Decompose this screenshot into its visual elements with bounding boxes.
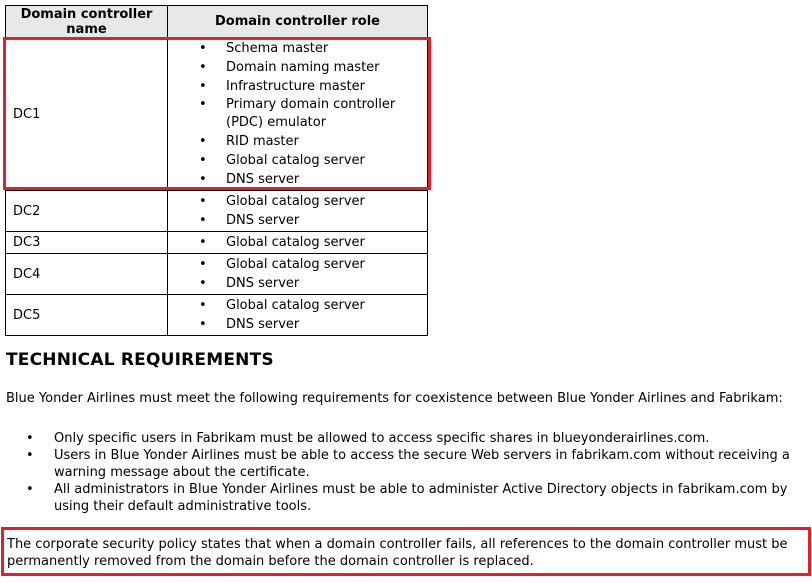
table-row — [6, 191, 428, 232]
dc-name-cell: DC1 — [6, 38, 168, 191]
table-row — [6, 254, 428, 295]
dc-roles-cell — [168, 232, 428, 254]
role-item: • DNS server — [199, 211, 426, 230]
dc-name-cell: DC2 — [6, 191, 168, 232]
role-item: • Infrastructure master — [199, 77, 426, 96]
role-list — [169, 296, 426, 334]
role-item: • Global catalog server — [199, 255, 426, 274]
dc-roles-cell — [168, 38, 428, 191]
dc-roles-cell — [168, 254, 428, 295]
intro-paragraph: Blue Yonder Airlines must meet the following requirements for coexistence between Blue Yonder Airlines and Fabrikam: — [6, 391, 783, 406]
role-item: • DNS server — [199, 315, 426, 334]
role-item: • Schema master — [199, 39, 426, 58]
role-item: • Global catalog server — [199, 233, 426, 252]
domain-controller-table — [5, 5, 428, 336]
dc-name-cell: DC3 — [6, 232, 168, 254]
role-item: • Global catalog server — [199, 192, 426, 211]
role-item: • DNS server — [199, 274, 426, 293]
dc-roles-cell — [168, 295, 428, 336]
dc-name-cell: DC5 — [6, 295, 168, 336]
column-header-role: Domain controller role — [168, 6, 428, 38]
dc-name-cell: DC4 — [6, 254, 168, 295]
dc-roles-cell — [168, 191, 428, 232]
role-item: • Global catalog server — [199, 151, 426, 170]
table-header-row — [6, 6, 428, 38]
role-item: • Domain naming master — [199, 58, 426, 77]
policy-paragraph: The corporate security policy states that when a domain controller fails, all references to the domain controller must be permanently removed from the domain before the domain controller is replaced. — [7, 537, 788, 569]
table-row — [6, 38, 428, 191]
role-item: • Global catalog server — [199, 296, 426, 315]
role-list — [169, 192, 426, 230]
requirement-item: • Users in Blue Yonder Airlines must be able to access the secure Web servers in fabrikam.com without receiving a warning message about the certificate. — [6, 447, 806, 481]
role-item: • Primary domain controller (PDC) emulator — [199, 96, 426, 132]
table-row — [6, 232, 428, 254]
requirements-list — [6, 430, 806, 515]
column-header-name: Domain controller name — [6, 6, 168, 38]
requirement-item: • All administrators in Blue Yonder Airlines must be able to administer Active Directory objects in fabrikam.com by using their default administrative tools. — [6, 481, 806, 515]
role-item: • RID master — [199, 132, 426, 151]
role-list — [169, 255, 426, 293]
requirement-item: • Only specific users in Fabrikam must be allowed to access specific shares in blueyonderairlines.com. — [6, 430, 806, 447]
role-list — [169, 39, 426, 189]
section-heading: TECHNICAL REQUIREMENTS — [6, 350, 274, 370]
role-list — [169, 233, 426, 252]
table-row — [6, 295, 428, 336]
role-item: • DNS server — [199, 170, 426, 189]
